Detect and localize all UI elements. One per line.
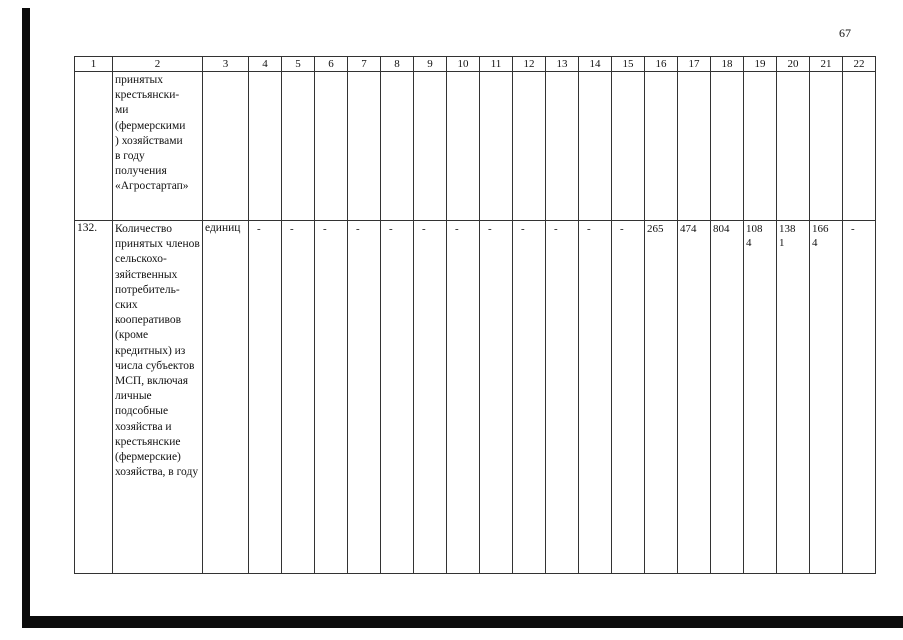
column-header: 5	[282, 57, 315, 72]
column-header: 16	[645, 57, 678, 72]
table-cell	[414, 72, 447, 221]
value-cell	[711, 221, 744, 574]
table-cell	[447, 72, 480, 221]
indicator-name: Количество принятых членов сельскохо-зяйственных потребитель-ских кооперативов (кроме кредитных) из числа субъектов МСП, включая личные подсобные хозяйства и крестьянские (фермерские) хозяйства, в году	[115, 223, 200, 479]
value-cell	[810, 221, 843, 574]
cell-value: -	[323, 223, 327, 235]
row-number-cell	[75, 221, 113, 574]
indicator-name: принятых крестьянски- ми (фермерскими ) хозяйствами в году получения «Агростартап»	[115, 74, 189, 193]
table-cell	[348, 72, 381, 221]
column-header: 19	[744, 57, 777, 72]
table-cell	[282, 72, 315, 221]
value-cell	[249, 221, 282, 574]
value-cell	[843, 221, 876, 574]
value-cell	[348, 221, 381, 574]
column-header: 8	[381, 57, 414, 72]
column-header: 20	[777, 57, 810, 72]
cell-value: -	[488, 223, 492, 235]
value-cell	[513, 221, 546, 574]
row-number-cell	[75, 72, 113, 221]
row-number: 132.	[77, 222, 98, 234]
column-header: 7	[348, 57, 381, 72]
table-cell	[645, 72, 678, 221]
table-cell	[612, 72, 645, 221]
table-cell	[513, 72, 546, 221]
cell-value: -	[356, 223, 360, 235]
value-cell	[447, 221, 480, 574]
cell-value: -	[455, 223, 459, 235]
value-cell	[579, 221, 612, 574]
column-header: 2	[113, 57, 203, 72]
value-cell	[678, 221, 711, 574]
value-cell	[546, 221, 579, 574]
unit-cell	[203, 221, 249, 574]
page-number: 67	[839, 26, 851, 40]
column-header: 14	[579, 57, 612, 72]
table-cell	[777, 72, 810, 221]
table-cell	[381, 72, 414, 221]
cell-value: -	[521, 223, 525, 235]
cell-value: 138 1	[779, 223, 796, 249]
cell-value: -	[851, 223, 855, 235]
column-header: 4	[249, 57, 282, 72]
cell-value: -	[290, 223, 294, 235]
table-cell	[480, 72, 513, 221]
column-header: 21	[810, 57, 843, 72]
table-row	[75, 221, 876, 574]
table-cell	[579, 72, 612, 221]
table-cell	[711, 72, 744, 221]
column-header: 9	[414, 57, 447, 72]
table-cell	[744, 72, 777, 221]
column-header: 11	[480, 57, 513, 72]
table-cell	[249, 72, 282, 221]
column-header: 15	[612, 57, 645, 72]
value-cell	[612, 221, 645, 574]
table-cell	[843, 72, 876, 221]
unit-label: единиц	[205, 222, 241, 234]
data-table	[74, 56, 876, 574]
column-header: 18	[711, 57, 744, 72]
table-row	[75, 72, 876, 221]
table-cell	[678, 72, 711, 221]
scan-edge-bottom	[22, 616, 903, 628]
cell-value: -	[389, 223, 393, 235]
table-header-row	[75, 57, 876, 72]
column-header: 1	[75, 57, 113, 72]
cell-value: -	[422, 223, 426, 235]
cell-value: 474	[680, 223, 697, 235]
cell-value: 804	[713, 223, 730, 235]
value-cell	[777, 221, 810, 574]
table-cell	[546, 72, 579, 221]
column-header: 22	[843, 57, 876, 72]
table-cell	[810, 72, 843, 221]
value-cell	[282, 221, 315, 574]
value-cell	[744, 221, 777, 574]
indicator-name-cell	[113, 72, 203, 221]
column-header: 12	[513, 57, 546, 72]
cell-value: 108 4	[746, 223, 763, 249]
column-header: 3	[203, 57, 249, 72]
cell-value: 166 4	[812, 223, 829, 249]
column-header: 17	[678, 57, 711, 72]
column-header: 13	[546, 57, 579, 72]
table-cell	[315, 72, 348, 221]
value-cell	[414, 221, 447, 574]
cell-value: 265	[647, 223, 664, 235]
scan-edge-left	[22, 8, 30, 626]
cell-value: -	[554, 223, 558, 235]
table-cell	[203, 72, 249, 221]
cell-value: -	[620, 223, 624, 235]
value-cell	[480, 221, 513, 574]
column-header: 10	[447, 57, 480, 72]
column-header: 6	[315, 57, 348, 72]
value-cell	[315, 221, 348, 574]
value-cell	[381, 221, 414, 574]
indicator-name-cell	[113, 221, 203, 574]
value-cell	[645, 221, 678, 574]
cell-value: -	[587, 223, 591, 235]
cell-value: -	[257, 223, 261, 235]
